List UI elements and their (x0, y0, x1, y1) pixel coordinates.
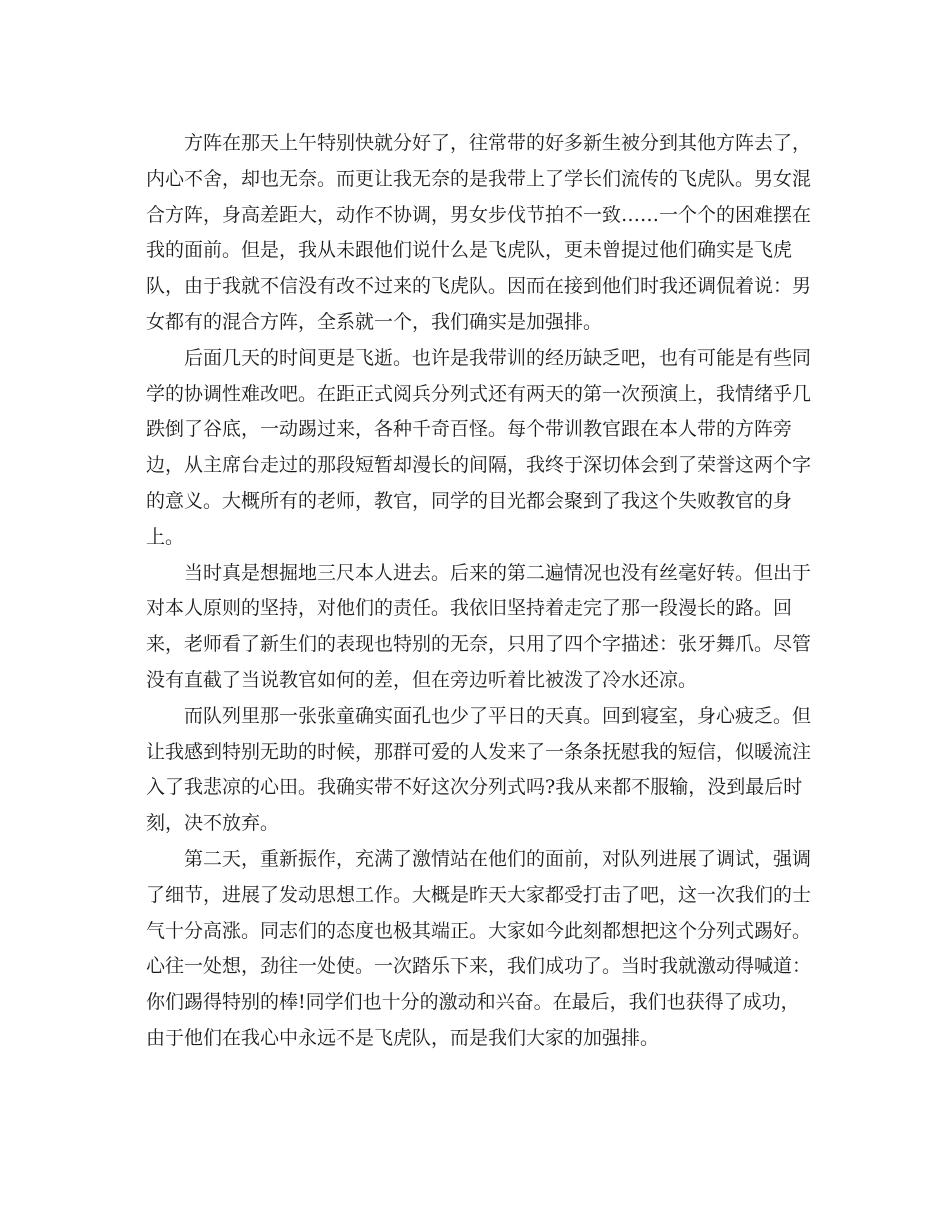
text-line: 跌倒了谷底，一动踢过来，各种千奇百怪。每个带训教官跟在本人带的方阵旁 (146, 418, 793, 441)
text-line: 后面几天的时间更是飞逝。也许是我带训的经历缺乏吧，也有可能是有些同 (184, 346, 812, 369)
text-line: 的意义。大概所有的老师，教官，同学的目光都会聚到了我这个失败教官的身 (146, 489, 793, 512)
text-line: 合方阵，身高差距大，动作不协调，男女步伐节拍不一致……一个个的困难摆在 (146, 203, 812, 226)
text-line: 而队列里那一张张童确实面孔也少了平日的天真。回到寝室，身心疲乏。但 (184, 704, 812, 727)
text-line: 入了我悲凉的心田。我确实带不好这次分列式吗?我从来都不服输，没到最后时 (146, 776, 803, 799)
text-line: 让我感到特别无助的时候，那群可爱的人发来了一条条抚慰我的短信，似暖流注 (146, 740, 812, 763)
text-line: 我的面前。但是，我从未跟他们说什么是飞虎队，更未曾提过他们确实是飞虎 (146, 239, 793, 262)
text-line: 边，从主席台走过的那段短暂却漫长的间隔，我终于深切体会到了荣誉这两个字 (146, 454, 812, 477)
text-line: 女都有的混合方阵，全系就一个，我们确实是加强排。 (146, 310, 603, 333)
text-line: 当时真是想掘地三尺本人进去。后来的第二遍情况也没有丝毫好转。但出于 (184, 561, 812, 584)
text-line: 第二天，重新振作，充满了激情站在他们的面前，对队列进展了调试，强调 (184, 847, 812, 870)
text-line: 对本人原则的坚持，对他们的责任。我依旧坚持着走完了那一段漫长的路。回 (146, 597, 793, 620)
text-line: 上。 (146, 525, 185, 548)
text-line: 没有直截了当说教官如何的差，但在旁边听着比被泼了冷水还凉。 (146, 668, 698, 691)
text-line: 来，老师看了新生们的表现也特别的无奈，只用了四个字描述：张牙舞爪。尽管 (146, 633, 812, 656)
text-line: 方阵在那天上午特别快就分好了，往常带的好多新生被分到其他方阵去了， (184, 132, 812, 154)
text-line: 队，由于我就不信没有改不过来的飞虎队。因而在接到他们时我还调侃着说：男 (146, 275, 812, 298)
text-line: 心往一处想，劲往一处使。一次踏乐下来，我们成功了。当时我就激动得喊道： (146, 955, 812, 978)
text-line: 学的协调性难改吧。在距正式阅兵分列式还有两天的第一次预演上，我情绪乎几 (146, 382, 812, 405)
text-line: 由于他们在我心中永远不是飞虎队，而是我们大家的加强排。 (146, 1026, 660, 1049)
text-line: 你们踢得特别的棒!同学们也十分的激动和兴奋。在最后，我们也获得了成功， (146, 991, 800, 1014)
text-line: 内心不舍，却也无奈。而更让我无奈的是我带上了学长们流传的飞虎队。男女混 (146, 167, 812, 190)
text-line: 气十分高涨。同志们的态度也极其端正。大家如今此刻都想把这个分列式踢好。 (146, 919, 812, 942)
text-line: 刻，决不放弃。 (146, 812, 280, 835)
document-body (146, 126, 810, 1057)
text-line: 了细节，进展了发动思想工作。大概是昨天大家都受打击了吧，这一次我们的士 (146, 883, 812, 906)
